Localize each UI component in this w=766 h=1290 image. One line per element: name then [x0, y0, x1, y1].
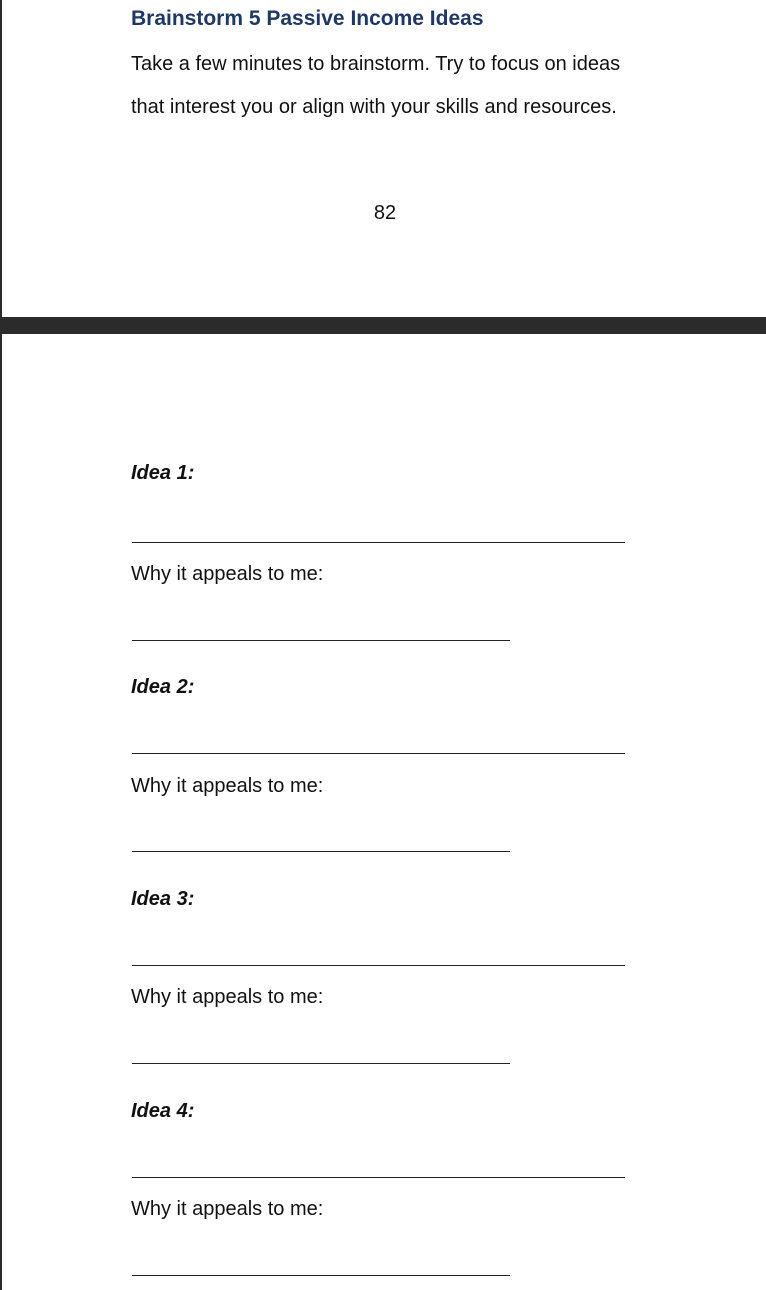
- page-separator: [0, 317, 766, 334]
- document-page-bottom: [0, 334, 766, 1290]
- idea-2-label: Idea 2:: [131, 676, 195, 698]
- idea-1-answer-line[interactable]: [132, 542, 625, 543]
- idea-2-appeal-answer-line[interactable]: [132, 851, 510, 852]
- idea-2-appeal-label: Why it appeals to me:: [131, 775, 324, 797]
- intro-text-line-1: Take a few minutes to brainstorm. Try to focus on ideas: [131, 53, 621, 75]
- idea-1-appeal-answer-line[interactable]: [132, 640, 510, 641]
- idea-1-appeal-label: Why it appeals to me:: [131, 563, 324, 585]
- idea-4-answer-line[interactable]: [132, 1177, 625, 1178]
- section-title: Brainstorm 5 Passive Income Ideas: [131, 7, 484, 30]
- document-page-top: [0, 0, 766, 317]
- idea-4-appeal-label: Why it appeals to me:: [131, 1198, 324, 1220]
- page-number: 82: [373, 202, 397, 224]
- idea-4-appeal-answer-line[interactable]: [132, 1275, 510, 1276]
- idea-3-answer-line[interactable]: [132, 965, 625, 966]
- idea-2-answer-line[interactable]: [132, 753, 625, 754]
- idea-3-appeal-label: Why it appeals to me:: [131, 986, 324, 1008]
- idea-3-label: Idea 3:: [131, 888, 195, 910]
- idea-1-label: Idea 1:: [131, 462, 195, 484]
- intro-text-line-2: that interest you or align with your skills and resources.: [131, 96, 617, 118]
- idea-4-label: Idea 4:: [131, 1100, 195, 1122]
- idea-3-appeal-answer-line[interactable]: [132, 1063, 510, 1064]
